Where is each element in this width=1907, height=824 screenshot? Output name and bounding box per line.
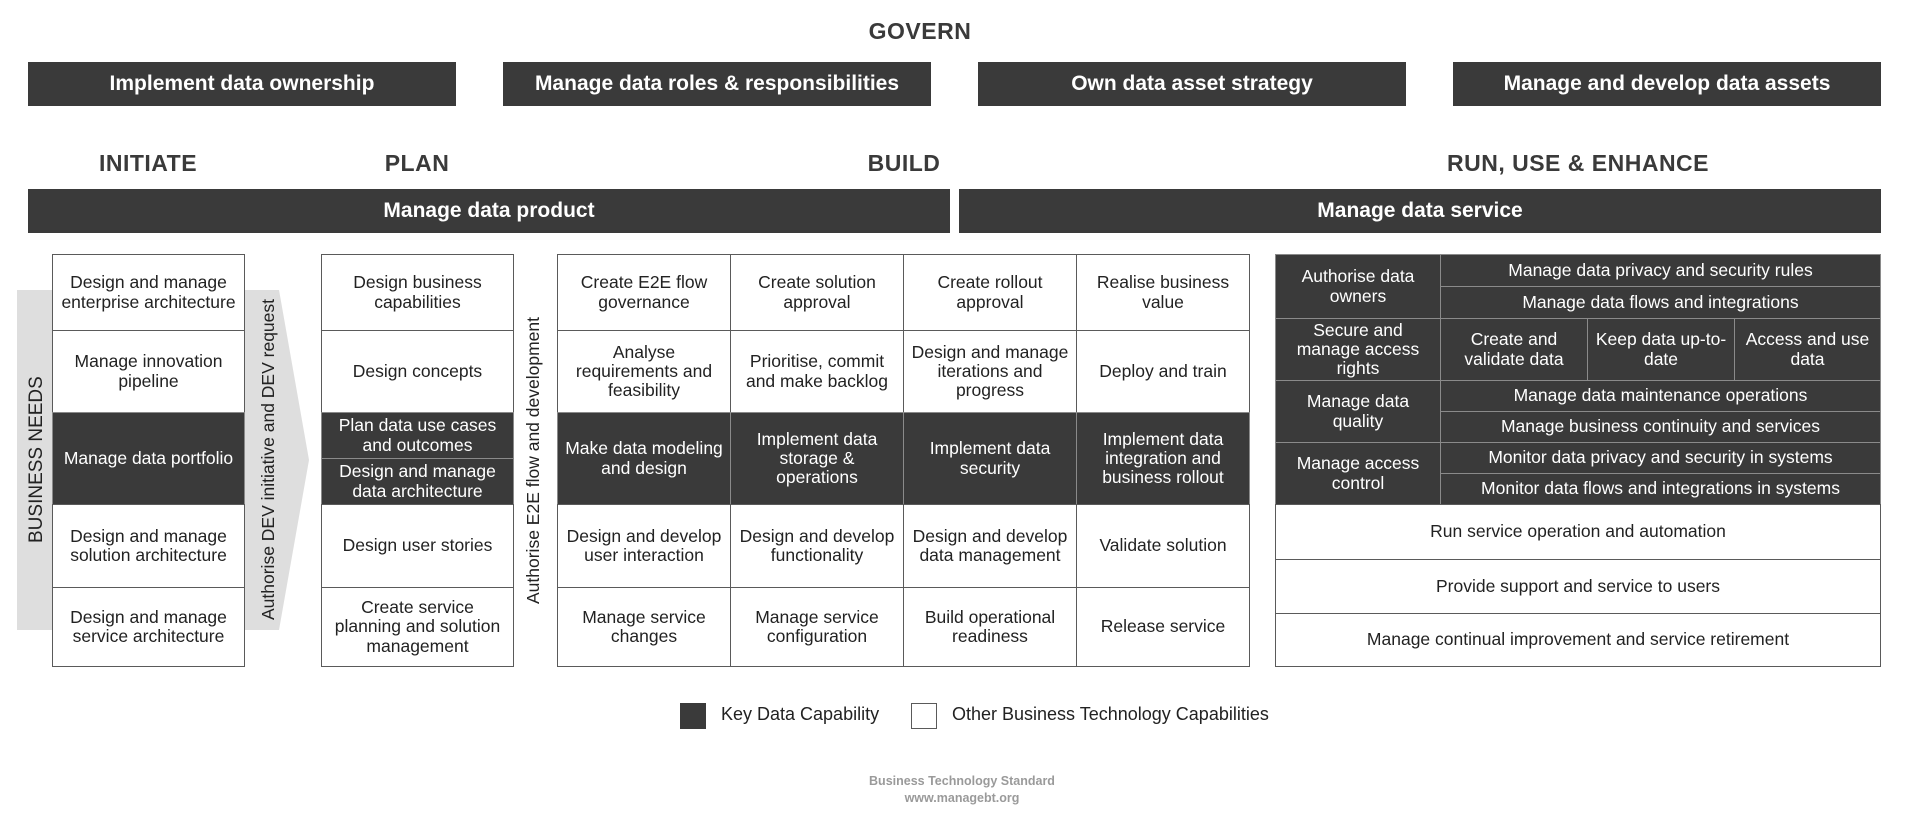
legend-other-label: Other Business Technology Capabilities xyxy=(952,704,1269,724)
legend-key-swatch xyxy=(680,703,706,729)
build-solution-approval: Create solution approval xyxy=(730,254,904,331)
plan-data-architecture: Design and manage data architecture xyxy=(321,458,514,505)
govern-title: GOVERN xyxy=(868,18,972,44)
legend-other-swatch xyxy=(911,703,937,729)
build-deploy-train: Deploy and train xyxy=(1076,330,1250,413)
govern-bar-ownership: Implement data ownership xyxy=(28,62,456,106)
phase-plan: PLAN xyxy=(384,150,450,176)
build-analyse-requirements: Analyse requirements and feasibility xyxy=(557,330,731,413)
phase-build: BUILD xyxy=(867,150,941,176)
run-privacy-rules: Manage data privacy and security rules xyxy=(1440,254,1881,287)
build-data-storage: Implement data storage & operations xyxy=(730,412,904,505)
build-prioritise-backlog: Prioritise, commit and make backlog xyxy=(730,330,904,413)
band-data-product: Manage data product xyxy=(28,189,950,233)
legend-key-label: Key Data Capability xyxy=(721,704,880,724)
footer-title: Business Technology Standard xyxy=(869,774,1055,788)
phase-run: RUN, USE & ENHANCE xyxy=(1446,150,1710,176)
initiate-solution-architecture: Design and manage solution architecture xyxy=(52,504,245,588)
plan-design-concepts: Design concepts xyxy=(321,330,514,413)
govern-bar-strategy: Own data asset strategy xyxy=(978,62,1406,106)
build-service-changes: Manage service changes xyxy=(557,587,731,667)
build-iterations-progress: Design and manage iterations and progress xyxy=(903,330,1077,413)
plan-data-use-cases: Plan data use cases and outcomes xyxy=(321,412,514,459)
band-data-service: Manage data service xyxy=(959,189,1881,233)
build-operational-readiness: Build operational readiness xyxy=(903,587,1077,667)
run-secure-access-rights: Secure and manage access rights xyxy=(1275,318,1441,381)
build-user-interaction: Design and develop user interaction xyxy=(557,504,731,588)
initiate-data-portfolio: Manage data portfolio xyxy=(52,412,245,505)
business-needs-label: BUSINESS NEEDS xyxy=(26,376,48,544)
run-maintenance-ops: Manage data maintenance operations xyxy=(1440,380,1881,412)
authorise-dev-label: Authorise DEV initiative and DEV request xyxy=(257,299,278,621)
run-access-use: Access and use data xyxy=(1734,318,1881,381)
build-functionality: Design and develop functionality xyxy=(730,504,904,588)
authorise-e2e-label: Authorise E2E flow and development xyxy=(522,317,543,604)
plan-user-stories: Design user stories xyxy=(321,504,514,588)
build-e2e-flow-governance: Create E2E flow governance xyxy=(557,254,731,331)
run-continual-improvement: Manage continual improvement and service retirement xyxy=(1275,613,1881,667)
run-data-quality: Manage data quality xyxy=(1275,380,1441,443)
build-service-configuration: Manage service configuration xyxy=(730,587,904,667)
run-support-users: Provide support and service to users xyxy=(1275,559,1881,614)
phase-initiate: INITIATE xyxy=(98,150,198,176)
initiate-enterprise-architecture: Design and manage enterprise architecture xyxy=(52,254,245,331)
run-create-validate: Create and validate data xyxy=(1440,318,1588,381)
run-authorise-owners: Authorise data owners xyxy=(1275,254,1441,319)
run-monitor-privacy: Monitor data privacy and security in systems xyxy=(1440,442,1881,474)
govern-bar-assets: Manage and develop data assets xyxy=(1453,62,1881,106)
build-validate-solution: Validate solution xyxy=(1076,504,1250,588)
run-business-continuity: Manage business continuity and services xyxy=(1440,411,1881,443)
initiate-service-architecture: Design and manage service architecture xyxy=(52,587,245,667)
initiate-innovation-pipeline: Manage innovation pipeline xyxy=(52,330,245,413)
govern-bar-roles: Manage data roles & responsibilities xyxy=(503,62,931,106)
run-service-operation: Run service operation and automation xyxy=(1275,504,1881,560)
build-data-modeling: Make data modeling and design xyxy=(557,412,731,505)
run-monitor-flows: Monitor data flows and integrations in systems xyxy=(1440,473,1881,505)
build-release-service: Release service xyxy=(1076,587,1250,667)
build-data-security: Implement data security xyxy=(903,412,1077,505)
build-data-management: Design and develop data management xyxy=(903,504,1077,588)
plan-service-planning: Create service planning and solution management xyxy=(321,587,514,667)
plan-business-capabilities: Design business capabilities xyxy=(321,254,514,331)
run-access-control: Manage access control xyxy=(1275,442,1441,505)
build-rollout-approval: Create rollout approval xyxy=(903,254,1077,331)
run-flows-integrations: Manage data flows and integrations xyxy=(1440,286,1881,319)
footer-url[interactable]: www.managebt.org xyxy=(904,791,1020,805)
build-data-integration: Implement data integration and business rollout xyxy=(1076,412,1250,505)
build-business-value: Realise business value xyxy=(1076,254,1250,331)
run-keep-uptodate: Keep data up-to-date xyxy=(1587,318,1735,381)
